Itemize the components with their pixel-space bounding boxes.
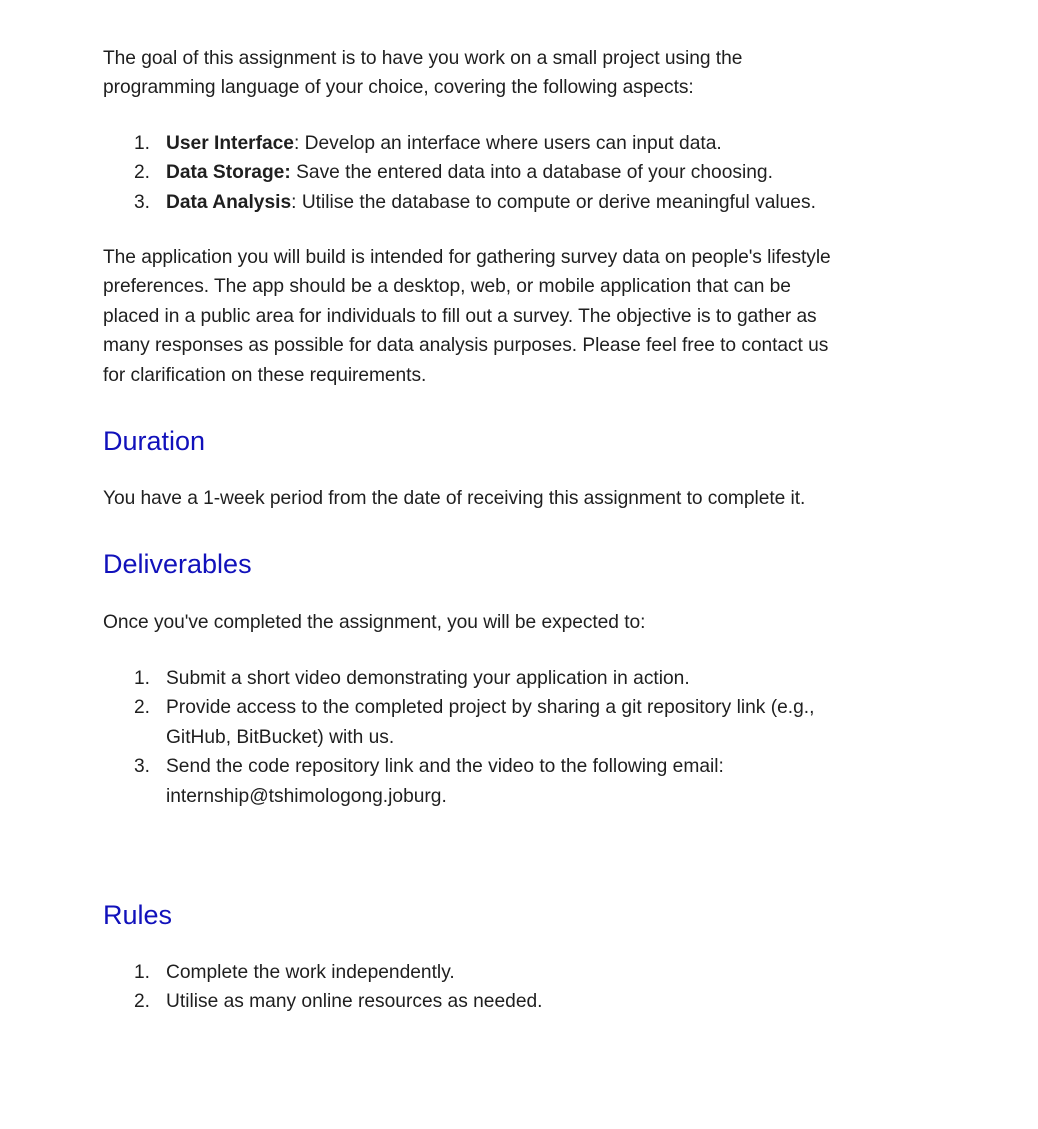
duration-text: You have a 1-week period from the date of receiving this assignment to complete it. bbox=[103, 488, 806, 510]
list-number: 1. bbox=[134, 961, 151, 983]
deliverable-text: Provide access to the completed project by sharing a git repository link (e.g., bbox=[166, 697, 815, 719]
list-item bbox=[103, 987, 923, 1016]
description-line: The application you will build is intended for gathering survey data on people's lifestyle bbox=[103, 247, 831, 269]
list-number: 3. bbox=[134, 191, 151, 213]
list-item bbox=[103, 188, 923, 217]
description-line: for clarification on these requirements. bbox=[103, 364, 427, 386]
deliverable-text: Submit a short video demonstrating your application in action. bbox=[166, 667, 690, 689]
aspect-term: User Interface bbox=[166, 132, 294, 154]
rule-text: Utilise as many online resources as needed. bbox=[166, 991, 543, 1013]
list-number: 2. bbox=[134, 991, 151, 1013]
description-line: many responses as possible for data analysis purposes. Please feel free to contact us bbox=[103, 335, 829, 357]
list-number: 1. bbox=[134, 667, 151, 689]
list-number: 1. bbox=[134, 132, 151, 154]
deliverables-list bbox=[103, 664, 923, 811]
description-line: placed in a public area for individuals to fill out a survey. The objective is to gather as bbox=[103, 305, 817, 327]
list-number: 2. bbox=[134, 162, 151, 184]
aspect-text: Utilise the database to compute or derive meaningful values. bbox=[301, 191, 816, 213]
duration-heading: Duration bbox=[103, 426, 206, 457]
aspect-separator: : bbox=[291, 191, 302, 213]
list-item bbox=[103, 158, 923, 187]
list-number: 2. bbox=[134, 697, 151, 719]
intro-line-2: programming language of your choice, covering the following aspects: bbox=[103, 77, 694, 99]
list-number: 3. bbox=[134, 756, 151, 778]
aspect-term: Data Analysis bbox=[166, 191, 292, 213]
intro-paragraph bbox=[103, 44, 923, 103]
aspect-text: Develop an interface where users can input data. bbox=[304, 132, 722, 154]
list-item bbox=[103, 752, 923, 811]
deliverable-text: GitHub, BitBucket) with us. bbox=[166, 726, 395, 748]
description-line: preferences. The app should be a desktop, web, or mobile application that can be bbox=[103, 276, 791, 298]
rule-text: Complete the work independently. bbox=[166, 961, 455, 983]
document-page bbox=[103, 44, 923, 1017]
aspects-list bbox=[103, 129, 923, 217]
list-item bbox=[103, 958, 923, 987]
deliverable-text: Send the code repository link and the video to the following email: bbox=[166, 756, 724, 778]
rules-list bbox=[103, 958, 923, 1017]
rules-heading: Rules bbox=[103, 899, 173, 930]
description-paragraph bbox=[103, 243, 923, 390]
deliverables-heading: Deliverables bbox=[103, 549, 252, 580]
aspect-text: Save the entered data into a database of your choosing. bbox=[296, 162, 773, 184]
deliverables-intro: Once you've completed the assignment, you will be expected to: bbox=[103, 612, 646, 634]
list-item bbox=[103, 693, 923, 752]
intro-line-1: The goal of this assignment is to have you work on a small project using the bbox=[103, 48, 743, 69]
email-address: internship@tshimologong.joburg. bbox=[166, 785, 447, 807]
aspect-term: Data Storage: bbox=[166, 162, 291, 184]
list-item bbox=[103, 129, 923, 158]
aspect-separator: : bbox=[293, 132, 305, 154]
list-item bbox=[103, 664, 923, 693]
